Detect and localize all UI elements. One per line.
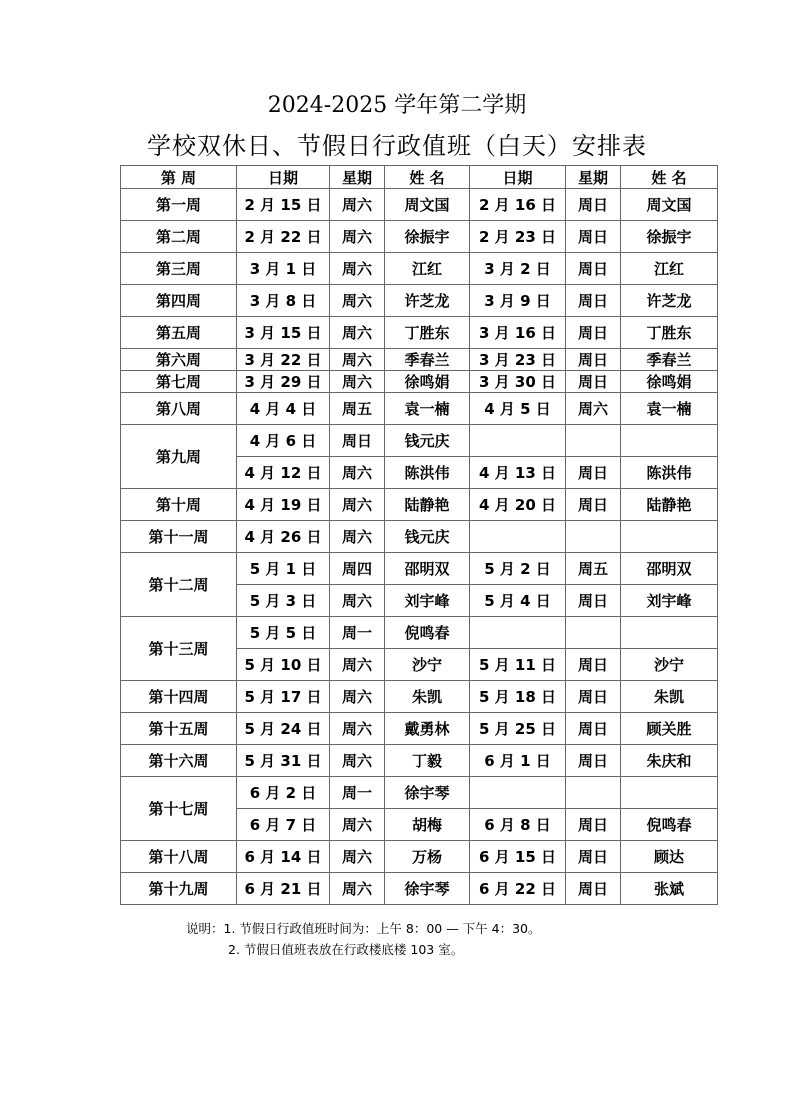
note-line-2: 2. 节假日值班表放在行政楼底楼 103 室。 — [228, 942, 464, 957]
title-line-2: 学校双休日、节假日行政值班（白天）安排表 — [147, 132, 647, 160]
week-cell: 第十六周 — [121, 745, 237, 777]
weekday-2-cell: 周日 — [566, 681, 621, 713]
name-2-cell: 倪鸣春 — [621, 809, 718, 841]
name-1-cell: 陈洪伟 — [385, 457, 470, 489]
date-1-cell: 5 月 24 日 — [237, 713, 330, 745]
date-1-cell: 6 月 7 日 — [237, 809, 330, 841]
name-2-cell: 邵明双 — [621, 553, 718, 585]
weekday-2-cell: 周日 — [566, 349, 621, 371]
table-row — [121, 521, 718, 553]
date-1-cell: 6 月 14 日 — [237, 841, 330, 873]
header-date-1: 日期 — [237, 166, 330, 189]
weekday-2-cell: 周日 — [566, 585, 621, 617]
name-2-cell: 徐鸣娟 — [621, 371, 718, 393]
name-2-cell: 朱庆和 — [621, 745, 718, 777]
week-cell: 第九周 — [121, 425, 237, 489]
date-2-cell: 3 月 30 日 — [470, 371, 566, 393]
schedule-body — [121, 189, 718, 905]
date-2-cell — [470, 521, 566, 553]
weekday-2-cell: 周六 — [566, 393, 621, 425]
date-1-cell: 5 月 17 日 — [237, 681, 330, 713]
weekday-2-cell — [566, 425, 621, 457]
weekday-2-cell — [566, 521, 621, 553]
weekday-2-cell: 周日 — [566, 841, 621, 873]
date-1-cell: 3 月 1 日 — [237, 253, 330, 285]
name-1-cell: 倪鸣春 — [385, 617, 470, 649]
date-1-cell: 5 月 31 日 — [237, 745, 330, 777]
week-cell: 第十四周 — [121, 681, 237, 713]
week-cell: 第十周 — [121, 489, 237, 521]
name-1-cell: 朱凯 — [385, 681, 470, 713]
weekday-1-cell: 周一 — [330, 777, 385, 809]
weekday-2-cell — [566, 777, 621, 809]
name-2-cell: 刘宇峰 — [621, 585, 718, 617]
date-1-cell: 3 月 29 日 — [237, 371, 330, 393]
weekday-2-cell: 周日 — [566, 221, 621, 253]
table-row — [121, 285, 718, 317]
name-1-cell: 许芝龙 — [385, 285, 470, 317]
name-1-cell: 徐鸣娟 — [385, 371, 470, 393]
date-2-cell: 4 月 20 日 — [470, 489, 566, 521]
date-2-cell: 2 月 16 日 — [470, 189, 566, 221]
table-row — [121, 745, 718, 777]
weekday-1-cell: 周六 — [330, 489, 385, 521]
table-row — [121, 371, 718, 393]
weekday-1-cell: 周六 — [330, 457, 385, 489]
weekday-1-cell: 周六 — [330, 285, 385, 317]
weekday-1-cell: 周六 — [330, 713, 385, 745]
date-1-cell: 4 月 12 日 — [237, 457, 330, 489]
name-1-cell: 陆静艳 — [385, 489, 470, 521]
date-2-cell: 6 月 1 日 — [470, 745, 566, 777]
week-cell: 第十七周 — [121, 777, 237, 841]
name-1-cell: 钱元庆 — [385, 425, 470, 457]
date-1-cell: 2 月 15 日 — [237, 189, 330, 221]
week-cell: 第十五周 — [121, 713, 237, 745]
date-2-cell: 3 月 16 日 — [470, 317, 566, 349]
date-2-cell: 4 月 13 日 — [470, 457, 566, 489]
table-row — [121, 489, 718, 521]
date-2-cell: 6 月 22 日 — [470, 873, 566, 905]
weekday-1-cell: 周六 — [330, 189, 385, 221]
table-row — [121, 349, 718, 371]
name-2-cell — [621, 617, 718, 649]
weekday-2-cell: 周日 — [566, 189, 621, 221]
weekday-2-cell: 周日 — [566, 809, 621, 841]
date-2-cell — [470, 617, 566, 649]
weekday-1-cell: 周六 — [330, 841, 385, 873]
name-1-cell: 徐宇琴 — [385, 873, 470, 905]
week-cell: 第二周 — [121, 221, 237, 253]
week-cell: 第八周 — [121, 393, 237, 425]
date-2-cell: 3 月 2 日 — [470, 253, 566, 285]
date-1-cell: 4 月 6 日 — [237, 425, 330, 457]
weekday-2-cell: 周日 — [566, 649, 621, 681]
weekday-1-cell: 周五 — [330, 393, 385, 425]
table-row — [121, 777, 718, 809]
week-cell: 第十二周 — [121, 553, 237, 617]
date-1-cell: 6 月 2 日 — [237, 777, 330, 809]
week-cell: 第十九周 — [121, 873, 237, 905]
name-2-cell: 季春兰 — [621, 349, 718, 371]
name-1-cell: 季春兰 — [385, 349, 470, 371]
weekday-2-cell — [566, 617, 621, 649]
table-row — [121, 713, 718, 745]
table-row — [121, 617, 718, 649]
header-name-2: 姓 名 — [621, 166, 718, 189]
weekday-1-cell: 周日 — [330, 425, 385, 457]
header-week: 第 周 — [121, 166, 237, 189]
note-line-1: 说明：1. 节假日行政值班时间为：上午 8：00 — 下午 4：30。 — [186, 921, 541, 936]
name-1-cell: 丁胜东 — [385, 317, 470, 349]
header-date-2: 日期 — [470, 166, 566, 189]
weekday-1-cell: 周四 — [330, 553, 385, 585]
weekday-2-cell: 周日 — [566, 745, 621, 777]
name-2-cell: 许芝龙 — [621, 285, 718, 317]
table-row — [121, 253, 718, 285]
table-row — [121, 393, 718, 425]
weekday-1-cell: 周六 — [330, 681, 385, 713]
name-1-cell: 周文国 — [385, 189, 470, 221]
name-2-cell: 陈洪伟 — [621, 457, 718, 489]
name-1-cell: 胡梅 — [385, 809, 470, 841]
header-row — [121, 166, 718, 189]
week-cell: 第七周 — [121, 371, 237, 393]
name-2-cell: 江红 — [621, 253, 718, 285]
date-2-cell: 6 月 8 日 — [470, 809, 566, 841]
date-1-cell: 2 月 22 日 — [237, 221, 330, 253]
name-1-cell: 邵明双 — [385, 553, 470, 585]
name-1-cell: 徐振宇 — [385, 221, 470, 253]
table-row — [121, 317, 718, 349]
name-2-cell — [621, 425, 718, 457]
name-2-cell: 丁胜东 — [621, 317, 718, 349]
name-2-cell — [621, 521, 718, 553]
table-row — [121, 841, 718, 873]
week-cell: 第十一周 — [121, 521, 237, 553]
table-row — [121, 873, 718, 905]
name-1-cell: 徐宇琴 — [385, 777, 470, 809]
weekday-1-cell: 周六 — [330, 317, 385, 349]
duty-schedule-table — [120, 165, 718, 905]
name-2-cell: 张斌 — [621, 873, 718, 905]
name-2-cell: 徐振宇 — [621, 221, 718, 253]
date-1-cell: 3 月 22 日 — [237, 349, 330, 371]
name-1-cell: 万杨 — [385, 841, 470, 873]
name-2-cell — [621, 777, 718, 809]
week-cell: 第五周 — [121, 317, 237, 349]
week-cell: 第一周 — [121, 189, 237, 221]
name-2-cell: 顾关胜 — [621, 713, 718, 745]
date-2-cell — [470, 777, 566, 809]
date-1-cell: 4 月 4 日 — [237, 393, 330, 425]
name-2-cell: 沙宁 — [621, 649, 718, 681]
weekday-1-cell: 周六 — [330, 649, 385, 681]
week-cell: 第六周 — [121, 349, 237, 371]
name-2-cell: 袁一楠 — [621, 393, 718, 425]
weekday-1-cell: 周六 — [330, 349, 385, 371]
name-1-cell: 戴勇林 — [385, 713, 470, 745]
date-2-cell: 6 月 15 日 — [470, 841, 566, 873]
date-1-cell: 5 月 1 日 — [237, 553, 330, 585]
date-2-cell: 2 月 23 日 — [470, 221, 566, 253]
weekday-1-cell: 周六 — [330, 371, 385, 393]
header-weekday-2: 星期 — [566, 166, 621, 189]
name-2-cell: 陆静艳 — [621, 489, 718, 521]
date-2-cell: 5 月 4 日 — [470, 585, 566, 617]
date-1-cell: 5 月 5 日 — [237, 617, 330, 649]
date-1-cell: 5 月 10 日 — [237, 649, 330, 681]
table-row — [121, 425, 718, 457]
name-1-cell: 钱元庆 — [385, 521, 470, 553]
week-cell: 第十八周 — [121, 841, 237, 873]
date-1-cell: 3 月 8 日 — [237, 285, 330, 317]
weekday-2-cell: 周五 — [566, 553, 621, 585]
date-2-cell: 5 月 25 日 — [470, 713, 566, 745]
date-1-cell: 4 月 19 日 — [237, 489, 330, 521]
weekday-2-cell: 周日 — [566, 489, 621, 521]
date-2-cell: 4 月 5 日 — [470, 393, 566, 425]
name-2-cell: 朱凯 — [621, 681, 718, 713]
notes — [186, 918, 541, 960]
header-name-1: 姓 名 — [385, 166, 470, 189]
weekday-2-cell: 周日 — [566, 285, 621, 317]
weekday-2-cell: 周日 — [566, 457, 621, 489]
table-row — [121, 221, 718, 253]
weekday-1-cell: 周六 — [330, 521, 385, 553]
weekday-1-cell: 周六 — [330, 873, 385, 905]
weekday-1-cell: 周六 — [330, 585, 385, 617]
weekday-1-cell: 周六 — [330, 253, 385, 285]
date-2-cell — [470, 425, 566, 457]
table-row — [121, 189, 718, 221]
weekday-1-cell: 周六 — [330, 745, 385, 777]
date-2-cell: 5 月 11 日 — [470, 649, 566, 681]
date-2-cell: 5 月 2 日 — [470, 553, 566, 585]
weekday-2-cell: 周日 — [566, 317, 621, 349]
name-1-cell: 袁一楠 — [385, 393, 470, 425]
table-row — [121, 681, 718, 713]
name-1-cell: 沙宁 — [385, 649, 470, 681]
date-2-cell: 3 月 9 日 — [470, 285, 566, 317]
weekday-2-cell: 周日 — [566, 253, 621, 285]
weekday-2-cell: 周日 — [566, 713, 621, 745]
weekday-2-cell: 周日 — [566, 371, 621, 393]
header-weekday-1: 星期 — [330, 166, 385, 189]
weekday-1-cell: 周一 — [330, 617, 385, 649]
date-2-cell: 5 月 18 日 — [470, 681, 566, 713]
name-1-cell: 刘宇峰 — [385, 585, 470, 617]
table-row — [121, 553, 718, 585]
weekday-1-cell: 周六 — [330, 221, 385, 253]
weekday-2-cell: 周日 — [566, 873, 621, 905]
weekday-1-cell: 周六 — [330, 809, 385, 841]
name-1-cell: 丁毅 — [385, 745, 470, 777]
name-2-cell: 顾达 — [621, 841, 718, 873]
week-cell: 第四周 — [121, 285, 237, 317]
name-1-cell: 江红 — [385, 253, 470, 285]
name-2-cell: 周文国 — [621, 189, 718, 221]
date-1-cell: 3 月 15 日 — [237, 317, 330, 349]
date-1-cell: 6 月 21 日 — [237, 873, 330, 905]
week-cell: 第十三周 — [121, 617, 237, 681]
title-line-1: 2024-2025 学年第二学期 — [267, 93, 527, 118]
week-cell: 第三周 — [121, 253, 237, 285]
date-2-cell: 3 月 23 日 — [470, 349, 566, 371]
date-1-cell: 5 月 3 日 — [237, 585, 330, 617]
date-1-cell: 4 月 26 日 — [237, 521, 330, 553]
